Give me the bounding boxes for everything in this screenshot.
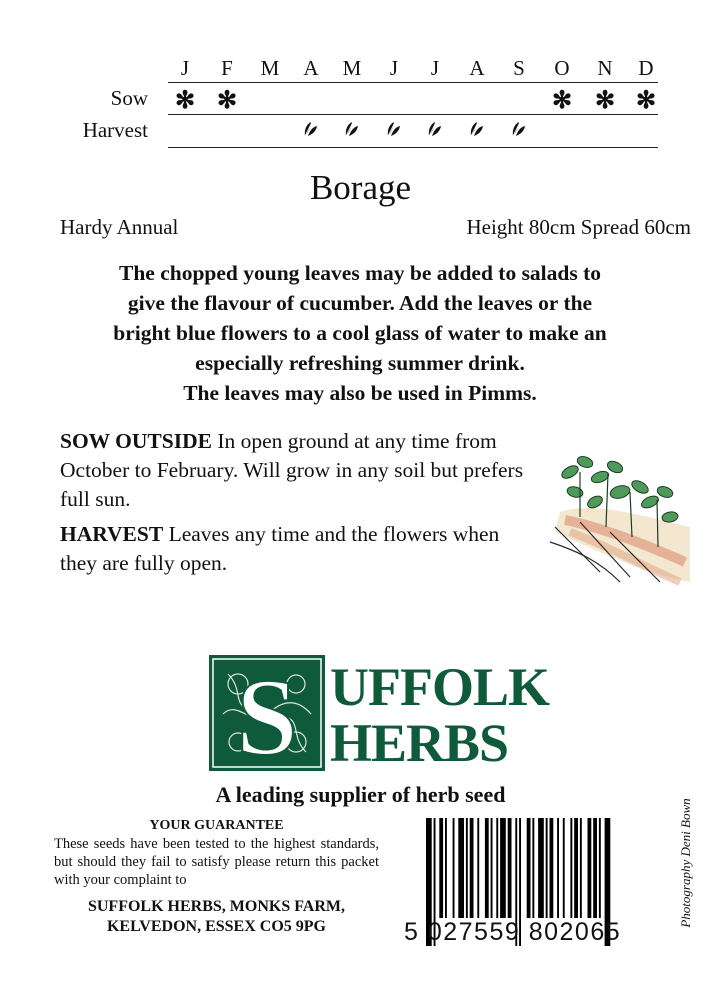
calendar-divider [168, 147, 658, 148]
calendar-divider [168, 82, 658, 83]
sow-heading: SOW OUTSIDE [60, 429, 212, 453]
harvest-instructions [60, 520, 530, 578]
barcode-bar [570, 818, 572, 918]
month-label: D [638, 56, 654, 80]
month-label: J [430, 56, 440, 80]
harvest-leaf-icon [499, 120, 539, 143]
suffolk-herbs-logo [208, 654, 549, 773]
sow-star-icon: ✻ [216, 88, 238, 114]
month-label: O [554, 56, 570, 80]
sow-star-icon: ✻ [594, 88, 616, 114]
barcode-bar [532, 818, 534, 918]
harvest-leaf-icon [374, 120, 414, 143]
barcode-bar [496, 818, 498, 918]
logo-initial-block [208, 654, 326, 772]
barcode-bar [439, 818, 443, 918]
barcode-bar [593, 818, 597, 918]
barcode-bar [477, 818, 479, 918]
sow-star-icon: ✻ [551, 88, 573, 114]
barcode-bar [550, 818, 554, 918]
barcode-bar [599, 818, 601, 918]
address-line: KELVEDON, ESSEX CO5 9PG [106, 918, 326, 935]
guarantee-heading: YOUR GUARANTEE [149, 818, 284, 833]
barcode-bar [546, 818, 548, 918]
logo-word-herbs: HERBS [330, 713, 509, 773]
address-line: SUFFOLK HERBS, MONKS FARM, [87, 898, 346, 915]
barcode-bar [458, 818, 464, 918]
harvest-row-label: Harvest [82, 118, 148, 142]
barcode-bar [470, 818, 474, 918]
barcode-bar [588, 818, 592, 918]
harvest-leaf-icon [291, 120, 331, 143]
month-label: M [342, 56, 362, 80]
sow-star-icon: ✻ [174, 88, 196, 114]
month-label: F [221, 56, 233, 80]
barcode-bar [538, 818, 544, 918]
month-label: S [513, 56, 525, 80]
description-line: The chopped young leaves may be added to salads to [118, 261, 602, 285]
barcode-number: 5 027559 802065 [404, 918, 622, 946]
month-label: N [597, 56, 613, 80]
description-line: The leaves may also be used in Pimms. [183, 381, 537, 405]
harvest-text: Leaves any time and the flowers when they are fully open. [60, 522, 500, 575]
barcode-bar [508, 818, 512, 918]
month-label: A [469, 56, 485, 80]
sow-star-icon: ✻ [635, 88, 657, 114]
barcode-bar [453, 818, 455, 918]
description-line: bright blue flowers to a cool glass of water to make an [113, 321, 607, 345]
logo-word-suffolk: UFFOLK [330, 657, 549, 717]
harvest-leaf-icon [457, 120, 497, 143]
month-label: M [260, 56, 280, 80]
description-line: especially refreshing summer drink. [195, 351, 525, 375]
sow-row-label: Sow [110, 86, 148, 110]
harvest-heading: HARVEST [60, 522, 164, 546]
plant-name: Borage [309, 168, 412, 207]
photo-credit-text: Photography Deni Bown [678, 797, 693, 928]
barcode-bar [574, 818, 578, 918]
barcode-bar [500, 818, 506, 918]
harvest-leaf-icon [332, 120, 372, 143]
plant-description [40, 258, 680, 408]
description-line: give the flavour of cucumber. Add the leaves or the [127, 291, 593, 315]
month-label: J [180, 56, 190, 80]
barcode-bar [580, 818, 582, 918]
barcode-bar [485, 818, 489, 918]
guarantee-block [54, 817, 379, 937]
sow-instructions [60, 427, 530, 514]
barcode-bar [445, 818, 447, 918]
barcode [404, 818, 634, 970]
barcode-bar [491, 818, 493, 918]
seedling-illustration [540, 432, 700, 592]
guarantee-address [54, 897, 379, 937]
photo-credit [676, 780, 696, 945]
plant-type: Hardy Annual [60, 215, 179, 239]
plant-size: Height 80cm Spread 60cm [466, 215, 691, 239]
sowing-calendar [0, 0, 721, 160]
logo-initial: S [236, 656, 298, 772]
month-label: J [389, 56, 399, 80]
harvest-leaf-icon [415, 120, 455, 143]
sow-text: In open ground at any time from October to February. Will grow in any soil but prefers full sun. [60, 429, 524, 511]
barcode-bar [563, 818, 565, 918]
month-label: A [303, 56, 319, 80]
guarantee-body: These seeds have been tested to the highest standards, but should they fail to satisfy please return this packet with your complaint to [54, 836, 379, 888]
brand-tagline: A leading supplier of herb seed [215, 782, 506, 807]
barcode-bar [527, 818, 531, 918]
barcode-bar [557, 818, 559, 918]
barcode-bar [466, 818, 468, 918]
